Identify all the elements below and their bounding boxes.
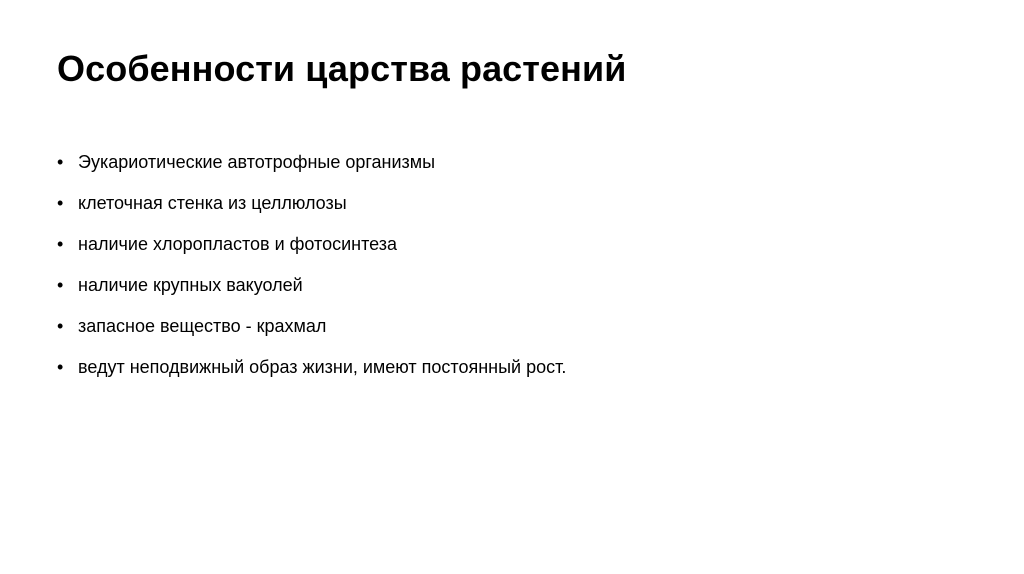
list-item-text: клеточная стенка из целлюлозы bbox=[78, 193, 347, 213]
bullet-icon: • bbox=[57, 234, 64, 254]
list-item bbox=[57, 271, 566, 312]
list-item bbox=[57, 230, 566, 271]
list-item bbox=[57, 312, 566, 353]
list-item bbox=[57, 189, 566, 230]
list-item bbox=[57, 353, 566, 394]
bullet-icon: • bbox=[57, 275, 64, 295]
bullet-icon: • bbox=[57, 316, 64, 336]
list-item-text: ведут неподвижный образ жизни, имеют постоянный рост. bbox=[78, 357, 567, 377]
list-item bbox=[57, 148, 566, 189]
bullet-list bbox=[57, 148, 566, 394]
list-item-text: запасное вещество - крахмал bbox=[78, 316, 327, 336]
list-item-text: Эукариотические автотрофные организмы bbox=[78, 152, 436, 172]
bullet-icon: • bbox=[57, 193, 64, 213]
bullet-icon: • bbox=[57, 152, 64, 172]
slide-title: Особенности царства растений bbox=[57, 48, 627, 89]
list-item-text: наличие крупных вакуолей bbox=[78, 275, 303, 295]
bullet-icon: • bbox=[57, 357, 64, 377]
list-item-text: наличие хлоропластов и фотосинтеза bbox=[78, 234, 398, 254]
